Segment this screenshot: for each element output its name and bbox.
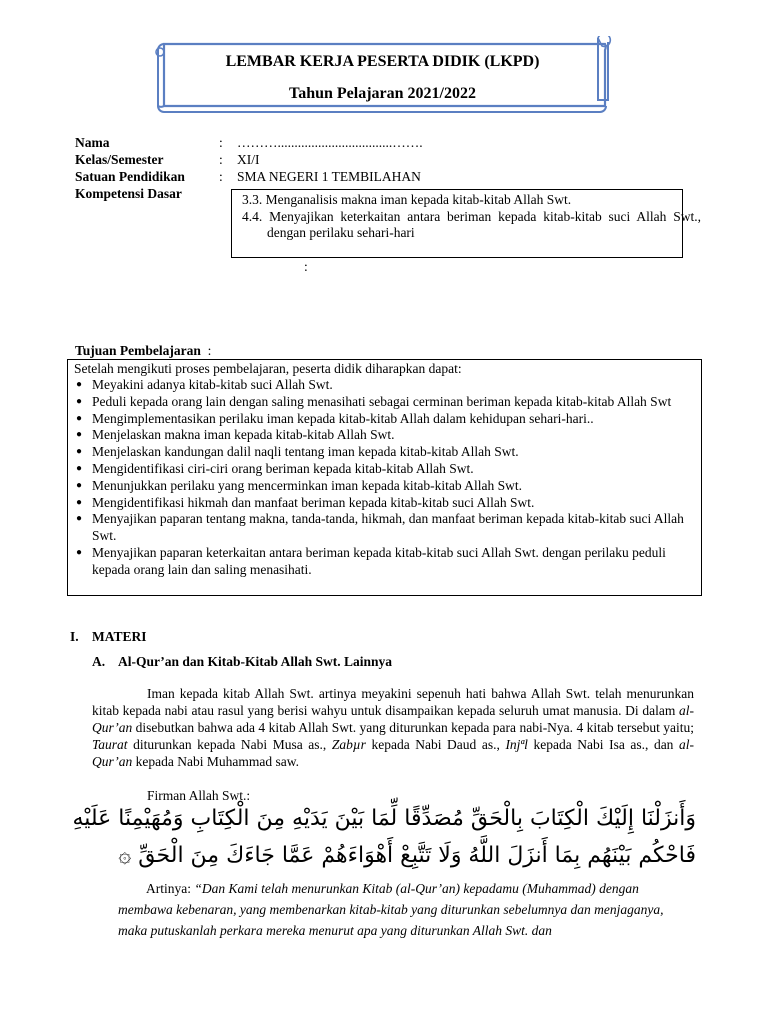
section-number: I.	[70, 629, 79, 644]
subsection-title: Al-Qur’an dan Kitab-Kitab Allah Swt. Lainnya	[118, 654, 393, 669]
para-text: diturunkan kepada Nabi Musa as.,	[127, 737, 332, 752]
list-item: ● Meyakini adanya kitab-kitab suci Allah Swt.	[74, 377, 692, 394]
list-item: ● Menunjukkan perilaku yang mencerminkan iman kepada kitab-kitab Allah Swt.	[74, 478, 692, 495]
stray-colon: :	[304, 259, 308, 274]
arabic-verse-line-2: فَاحْكُم بَيْنَهُم بِمَا أَنزَلَ اللَّهُ وَلَا تَتَّبِعْ أَهْوَاءَهُمْ عَمَّا جَاءَكَ مِنَ الْحَقِّ ۞	[118, 843, 696, 868]
translation-label: Artinya:	[146, 881, 195, 896]
colon-satuan-pendidikan: :	[219, 169, 223, 184]
value-nama[interactable]: ………..................................…….	[237, 135, 423, 150]
para-text: kepada Nabi Daud as.,	[365, 737, 506, 752]
para-text: disebutkan bahwa ada 4 kitab Allah Swt. yang diturunkan kepada para nabi-Nya. 4 kitab tersebut yaitu;	[132, 720, 694, 735]
label-kelas-semester: Kelas/Semester	[75, 152, 164, 167]
list-item: ● Mengimplementasikan perilaku iman kepada kitab-kitab Allah dalam kehidupan sehari-hari..	[74, 411, 692, 428]
list-item: ● Mengidentifikasi ciri-ciri orang beriman kepada kitab-kitab Allah Swt.	[74, 461, 692, 478]
para-italic: Zabµr	[331, 737, 366, 752]
tujuan-intro: Setelah mengikuti proses pembelajaran, peserta didik diharapkan dapat:	[74, 361, 462, 376]
para-text: Iman kepada kitab Allah Swt. artinya meyakini sepenuh hati bahwa Allah Swt. telah menurunkan kitab kepada nabi atau rasul yang berisi wahyu untuk disampaikan kepada seluruh umat manusia. Di dalam	[92, 686, 694, 718]
tujuan-list	[74, 377, 692, 579]
firman-label: Firman Allah Swt.:	[147, 788, 251, 803]
section-title: MATERI	[92, 629, 147, 644]
translation-paragraph	[118, 878, 696, 941]
colon-kelas-semester: :	[219, 152, 223, 167]
list-item: ● Menjelaskan kandungan dalil naqli tentang iman kepada kitab-kitab Allah Swt.	[74, 444, 692, 461]
list-item: ● Menyajikan paparan keterkaitan antara beriman kepada kitab-kitab suci Allah Swt. dengan perilaku peduli kepada orang lain dan saling menasihati.	[74, 545, 692, 579]
translation-text: “Dan Kami telah menurunkan Kitab (al-Qur’an) kepadamu (Muhammad) dengan membawa kebenaran, yang membenarkan kitab-kitab yang diturunkan sebelumnya dan menjaganya, maka putuskanlah perkara mereka menurut apa yang diturunkan Allah Swt. dan	[118, 881, 664, 938]
para-text: kepada Nabi Muhammad saw.	[132, 754, 299, 769]
list-item: ● Mengidentifikasi hikmah dan manfaat beriman kepada kitab-kitab suci Allah Swt.	[74, 495, 692, 512]
colon-nama: :	[219, 135, 223, 150]
tujuan-heading	[75, 343, 211, 359]
list-item: ● Menjelaskan makna iman kepada kitab-kitab Allah Swt.	[74, 427, 692, 444]
label-nama: Nama	[75, 135, 110, 150]
para-italic: Injªl	[505, 737, 528, 752]
list-item: ● Menyajikan paparan tentang makna, tanda-tanda, hikmah, dan manfaat beriman kepada kitab-kitab suci Allah Swt.	[74, 511, 692, 545]
kompetensi-dasar-box	[231, 189, 701, 258]
value-kelas-semester: XI/I	[237, 152, 260, 167]
label-kompetensi-dasar: Kompetensi Dasar	[75, 186, 182, 201]
subsection-number: A.	[92, 654, 106, 669]
document-title: LEMBAR KERJA PESERTA DIDIK (LKPD)	[225, 53, 540, 70]
materi-paragraph	[92, 685, 694, 770]
kompetensi-item: 3.3. Menganalisis makna iman kepada kitab-kitab Allah Swt.	[242, 192, 572, 207]
arabic-verse-line-1: وَأَنزَلْنَا إِلَيْكَ الْكِتَابَ بِالْحَقِّ مُصَدِّقًا لِّمَا بَيْنَ يَدَيْهِ مِنَ الْكِتَابِ وَمُهَيْمِنًا عَلَيْهِ	[72, 806, 696, 831]
title-banner	[150, 36, 615, 116]
scroll-banner-shape	[150, 36, 615, 116]
para-italic: al- Qur’an	[92, 703, 694, 735]
para-italic: al-Qur’an	[92, 737, 694, 769]
para-italic: Taurat	[92, 737, 128, 752]
para-text: kepada Nabi Isa as., dan	[527, 737, 679, 752]
tujuan-label-colon: :	[200, 343, 212, 358]
tujuan-label-text: Tujuan Pembelajaran	[75, 343, 201, 358]
subsection-heading	[92, 654, 393, 670]
value-satuan-pendidikan: SMA NEGERI 1 TEMBILAHAN	[237, 169, 421, 184]
list-item: ● Peduli kepada orang lain dengan saling menasihati sebagai cerminan beriman kepada kitab-kitab Allah Swt	[74, 394, 692, 411]
label-satuan-pendidikan: Satuan Pendidikan	[75, 169, 185, 184]
document-subtitle: Tahun Pelajaran 2021/2022	[289, 85, 476, 102]
tujuan-box	[67, 359, 702, 596]
kompetensi-item: 4.4. Menyajikan keterkaitan antara beriman kepada kitab-kitab suci Allah Swt., dengan perilaku sehari-hari	[242, 209, 701, 240]
